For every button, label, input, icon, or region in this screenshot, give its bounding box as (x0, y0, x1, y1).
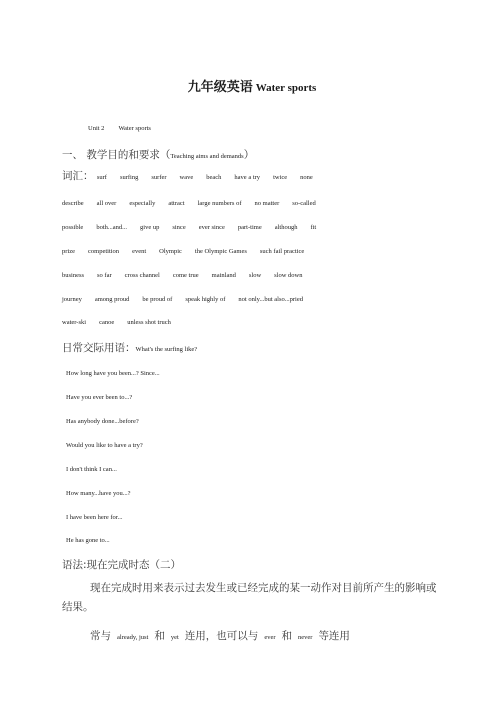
vocab-line (62, 296, 316, 303)
phrase-item: I don't think I can... (66, 466, 117, 473)
vocab-word: business (62, 272, 85, 279)
vocab-word: cross channel (124, 272, 160, 279)
vocab-word: not only...but also...pried (238, 296, 303, 303)
vocab-word: such fail practice (259, 248, 305, 255)
document-title (0, 76, 504, 95)
vocab-word: since (172, 224, 186, 231)
phrase-item: He has gone to... (66, 537, 110, 544)
vocab-line (62, 319, 184, 326)
vocab-word: attract (168, 200, 185, 207)
vocab-word: canoe (99, 319, 115, 326)
vocab-word: unless shot truch (127, 319, 171, 326)
phrases-heading (62, 340, 197, 355)
vocab-first-line (62, 168, 326, 183)
vocab-line (62, 200, 329, 207)
vocab-word: no matter (254, 200, 280, 207)
usage-text: 连用，也可以与 (184, 630, 259, 642)
vocab-word: give up (140, 224, 160, 231)
unit-number: Unit 2 (88, 125, 105, 132)
vocab-word: journey (62, 296, 82, 303)
vocab-word: water-ski (62, 319, 87, 326)
grammar-paragraph-text: 现在完成时用来表示过去发生或已经完成的某一动作对目前所产生的影响或结果。 (62, 582, 437, 613)
vocab-line (97, 174, 326, 181)
vocab-word: come true (172, 272, 199, 279)
vocab-line (62, 248, 317, 255)
usage-keyword: never (298, 634, 313, 641)
grammar-usage-line (90, 628, 350, 643)
vocab-word: among proud (94, 296, 130, 303)
vocab-word: be proud of (142, 296, 173, 303)
vocab-word: slow down (274, 272, 303, 279)
vocab-word: so far (97, 272, 112, 279)
vocab-word: surfing (119, 174, 139, 181)
title-chinese: 九年级英语 (187, 80, 253, 95)
phrase-item: How long have you been...? Since... (66, 370, 160, 377)
phrase-item: Have you ever been to...? (66, 394, 133, 401)
phrase-item: I have been here for... (66, 514, 123, 521)
unit-name: Water sports (118, 125, 151, 132)
vocab-word: surfer (151, 174, 167, 181)
phrases-label: 日常交际用语： (62, 342, 136, 354)
section-aims-text: 一、 教学目的和要求（ (62, 149, 171, 161)
usage-text: 和 (281, 630, 292, 642)
vocab-line (62, 224, 329, 231)
vocab-word: mainland (211, 272, 236, 279)
vocab-word: competition (88, 248, 120, 255)
vocab-word: have a try (234, 174, 261, 181)
vocab-word: prize (62, 248, 75, 255)
vocab-word: ever since (198, 224, 225, 231)
section-aims-heading (62, 147, 254, 162)
usage-keyword: yet (170, 634, 179, 641)
phrase-item: What's the surfing like? (135, 346, 198, 353)
usage-text: 和 (154, 630, 165, 642)
vocab-word: large numbers of (197, 200, 242, 207)
vocab-word: beach (206, 174, 222, 181)
vocab-word: fit (310, 224, 317, 231)
vocab-word: the Olympic Games (194, 248, 247, 255)
grammar-paragraph (62, 579, 442, 617)
vocab-word: surf (96, 174, 107, 181)
vocab-word: both...and... (96, 224, 128, 231)
usage-text: 等连用 (318, 630, 350, 642)
vocab-word: Olympic (159, 248, 182, 255)
vocab-label: 词汇： (62, 170, 94, 182)
phrase-item: Would you like to have a try? (66, 442, 143, 449)
vocab-word: wave (179, 174, 194, 181)
vocab-word: especially (129, 200, 156, 207)
vocab-word: slow (248, 272, 262, 279)
unit-heading (88, 125, 165, 132)
vocab-word: although (274, 224, 298, 231)
phrase-item: Has anybody done...before? (66, 418, 139, 425)
phrase-item: How many...have you...? (66, 490, 131, 497)
vocab-word: all over (96, 200, 117, 207)
usage-keyword: ever (264, 634, 276, 641)
vocab-word: event (132, 248, 147, 255)
section-aims-english: Teaching aims and demands (170, 153, 244, 160)
vocab-word: so-called (292, 200, 316, 207)
vocab-line (62, 272, 316, 279)
vocab-word: none (300, 174, 313, 181)
usage-text: 常与 (90, 630, 111, 642)
vocab-word: part-time (237, 224, 262, 231)
vocab-word: twice (273, 174, 288, 181)
usage-keyword: already, just (117, 634, 149, 641)
vocab-word: speak highly of (185, 296, 226, 303)
grammar-heading: 语法:现在完成时态（二） (62, 559, 182, 571)
vocab-word: describe (62, 200, 84, 207)
vocab-word: possible (62, 224, 84, 231)
title-english: Water sports (255, 82, 317, 94)
section-aims-close: ） (243, 149, 255, 161)
